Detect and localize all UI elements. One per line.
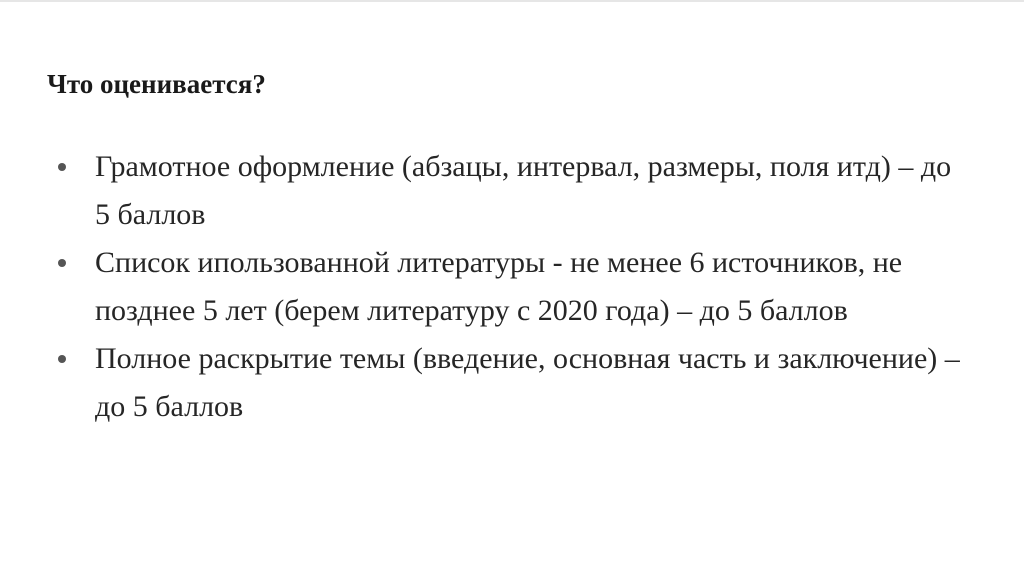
bullet-dot-icon: [58, 355, 66, 363]
slide-top-edge: [0, 0, 1024, 2]
list-item: [95, 143, 965, 239]
list-item: [95, 335, 965, 431]
bullet-dot-icon: [58, 259, 66, 267]
criteria-list: [95, 143, 965, 431]
list-item: [95, 239, 965, 335]
list-item-text: Грамотное оформление (абзацы, интервал, размеры, поля итд) – до 5 баллов: [95, 150, 952, 231]
list-item-text: Список ипользованной литературы - не менее 6 источников, не позднее 5 лет (берем литературу с 2020 года) – до 5 баллов: [95, 246, 903, 327]
slide-title: Что оценивается?: [47, 69, 266, 99]
list-item-text: Полное раскрытие темы (введение, основная часть и заключение) – до 5 баллов: [95, 342, 960, 423]
bullet-dot-icon: [58, 163, 66, 171]
